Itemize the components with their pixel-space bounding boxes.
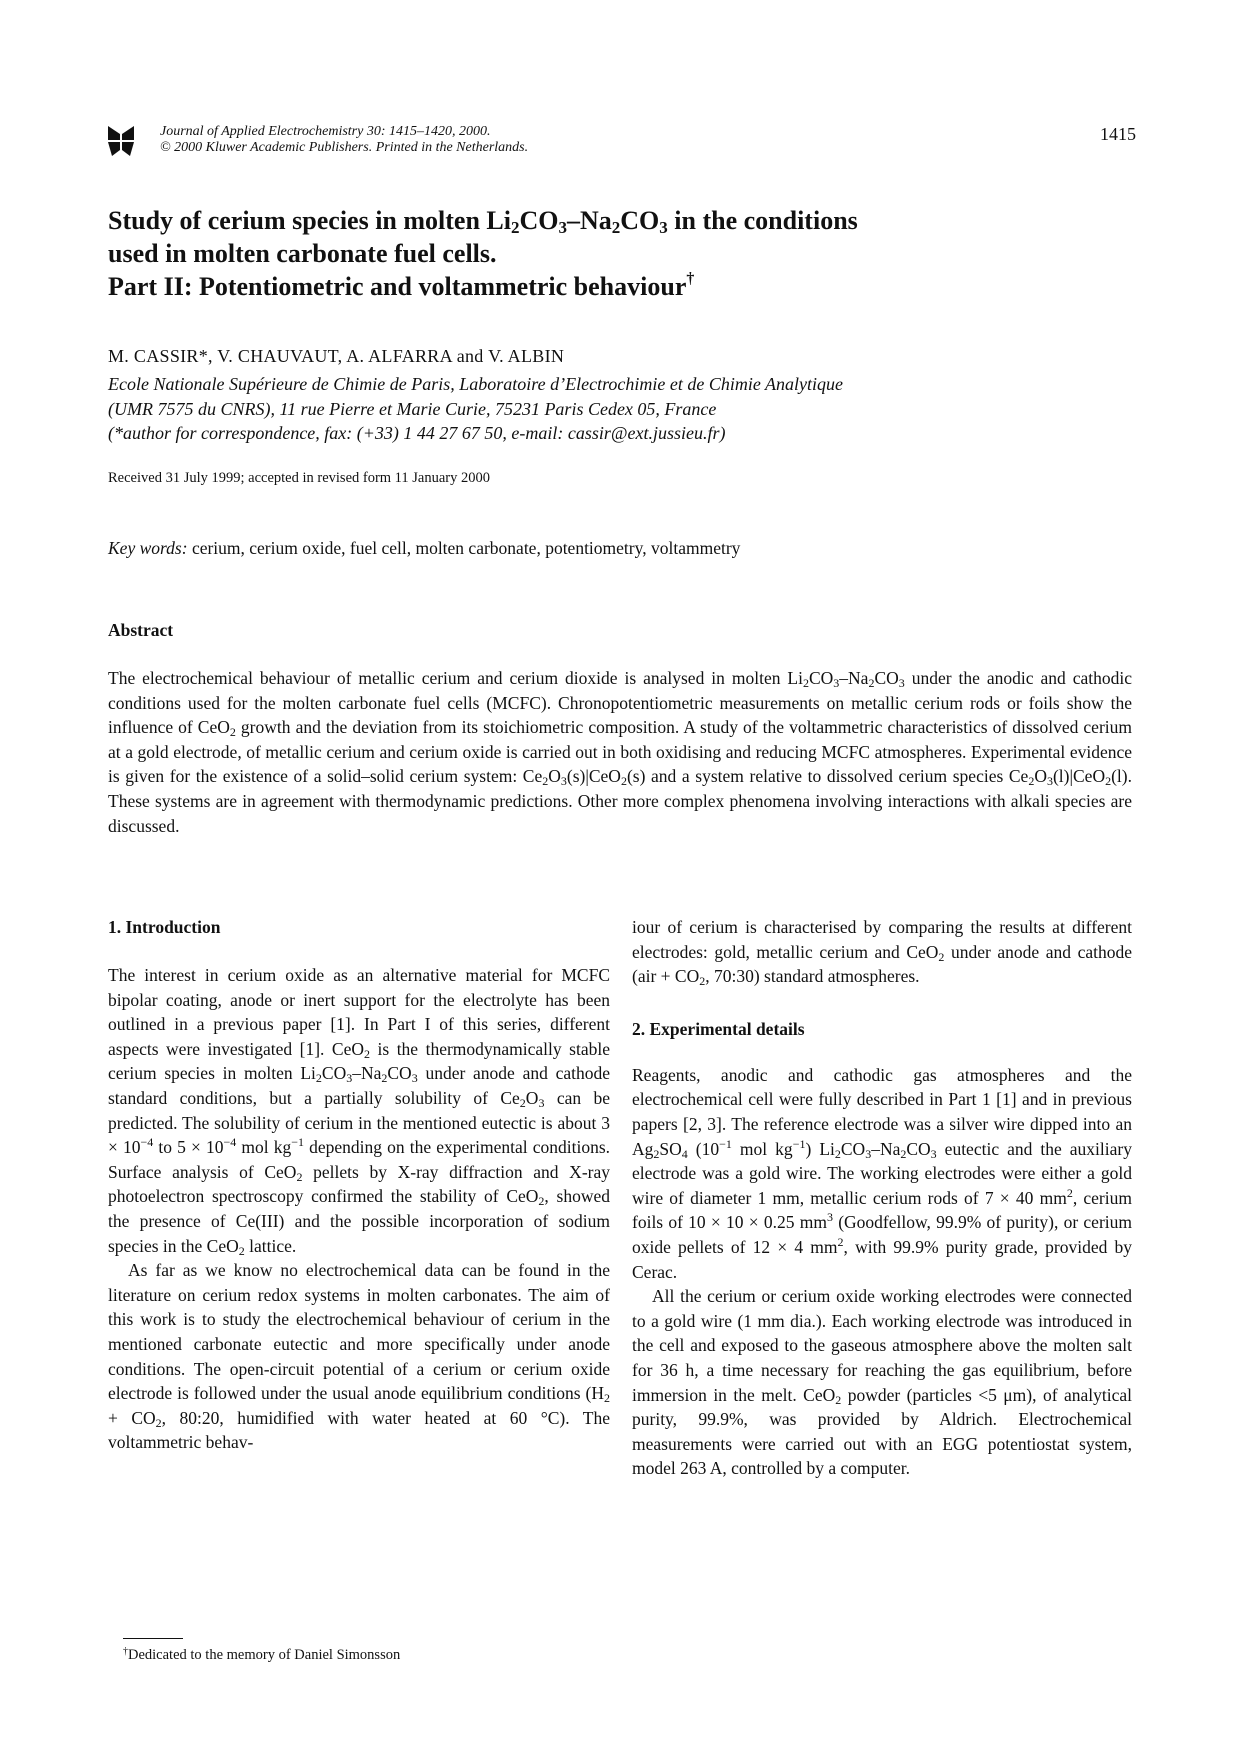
journal-citation: Journal of Applied Electrochemistry 30: 1415–1420, 2000. bbox=[160, 124, 491, 139]
article-title bbox=[108, 204, 1128, 303]
introduction-heading: 1. Introduction bbox=[108, 917, 221, 937]
introduction-paragraph-2: As far as we know no electrochemical data can be found in the literature on cerium redox systems in molten carbonates. The aim of this work is to study the electrochemical behaviour of cerium in the mentioned carbonate eutectic and more specifically under anode conditions. The open-circuit potential of a cerium or cerium oxide electrode is followed under the usual anode equilibrium conditions ($H_2 + CO_2$, 80:20, humidified with water heated at 60 °C). The voltammetric behav- bbox=[108, 1260, 610, 1453]
footnote-rule bbox=[123, 1638, 183, 1639]
abstract-text: The electrochemical behaviour of metallic cerium and cerium dioxide is analysed in molten $Li_2CO_3-Na_2CO_3$ under the anodic and cathodic conditions used for the molten carbonate fuel cells (MCFC). Chronopotentiometric measurements on metallic cerium rods or foils show the influence of CeO$_2$ growth and the deviation from its stoichiometric composition. A study of the voltammetric characteristics of dissolved cerium at a gold electrode, of metallic cerium and cerium oxide is carried out in both oxidising and reducing MCFC atmospheres. Experimental evidence is given for the existence of a solid–solid cerium system: $Ce_2O_3(s)|CeO_2(s)$ and a system relative to dissolved cerium species $Ce_2O_3(l)|CeO_2(l)$. These systems are in agreement with thermodynamic predictions. Other more complex phenomena involving interactions with alkali species are discussed. bbox=[108, 668, 1132, 836]
title-line-2: used in molten carbonate fuel cells. bbox=[108, 239, 497, 268]
authors: M. CASSIR*, V. CHAUVAUT, A. ALFARRA and V. ALBIN bbox=[108, 346, 565, 366]
title-line-3: Part II: Potentiometric and voltammetric behaviour† bbox=[108, 270, 695, 301]
footnote: †Dedicated to the memory of Daniel Simonsson bbox=[123, 1646, 401, 1663]
experimental-heading: 2. Experimental details bbox=[632, 1018, 805, 1039]
introduction-paragraph-3: iour of cerium is characterised by comparing the results at different electrodes: gold, metallic cerium and CeO$_2$ under anode and cathode ($air + CO_2$, 70:30) standard atmospheres. bbox=[632, 917, 1133, 989]
journal-header bbox=[106, 118, 1136, 162]
column-right bbox=[632, 915, 1132, 1481]
keywords: Key words: cerium, cerium oxide, fuel cell, molten carbonate, potentiometry, voltammetry bbox=[108, 538, 741, 558]
affiliation: Ecole Nationale Supérieure de Chimie de Paris, Laboratoire d’Electrochimie et de Chimie Analytique (UMR 7575 du CNRS), 11 rue Pierre et Marie Curie, 75231 Paris Cedex 05, France (*author for correspondence, fax: (+33) 1 44 27 67 50, e-mail: cassir@ext.jussieu.fr) bbox=[108, 374, 844, 443]
page-number: 1415 bbox=[1100, 124, 1136, 144]
dagger-mark: † bbox=[686, 270, 695, 287]
received-dates: Received 31 July 1999; accepted in revised form 11 January 2000 bbox=[108, 470, 490, 486]
publisher-logo-icon bbox=[106, 124, 136, 158]
introduction-paragraph-1: The interest in cerium oxide as an alternative material for MCFC bipolar coating, anode or inert support for the electrolyte has been outlined in a previous paper [1]. In Part I of this series, different aspects were investigated [1]. CeO$_2$ is the thermodynamically stable cerium species in molten $Li_2CO_3-Na_2CO_3$ under anode and cathode standard conditions, but a partially solubility of $Ce_2O_3$ can be predicted. The solubility of cerium in the mentioned eutectic is about $3 \times 10^{-4}$ to $5 \times 10^{-4}$ mol $kg^{-1}$ depending on the experimental conditions. Surface analysis of CeO$_2$ pellets by X-ray diffraction and X-ray photoelectron spectroscopy confirmed the stability of CeO$_2$, showed the presence of Ce(III) and the possible incorporation of sodium species in the CeO$_2$ lattice. bbox=[108, 965, 611, 1258]
experimental-paragraph-2: All the cerium or cerium oxide working electrodes were connected to a gold wire (1 mm dia.). Each working electrode was introduced in the cell and exposed to the gaseous atmosphere above the molten salt for 36 h, a time necessary for reaching the gas equilibrium, before immersion in the melt. CeO$_2$ powder (particles <5 μm), of analytical purity, 99.9%, was provided by Aldrich. Electrochemical measurements were carried out with an EGG potentiostat system, model 263 A, controlled by a computer. bbox=[632, 1286, 1133, 1479]
copyright-line: © 2000 Kluwer Academic Publishers. Printed in the Netherlands. bbox=[160, 140, 529, 155]
experimental-paragraph-1: Reagents, anodic and cathodic gas atmospheres and the electrochemical cell were fully described in Part 1 [1] and in previous papers [2, 3]. The reference electrode was a silver wire dipped into an $Ag_2SO_4$ ($10^{-1}$ mol $kg^{-1}$) $Li_2CO_3-Na_2CO_3$ eutectic and the auxiliary electrode was a gold wire. The working electrodes were either a gold wire of diameter 1 mm, metallic cerium rods of 7 × 40 $mm^2$, cerium foils of 10 × 10 × 0.25 $mm^3$ (Goodfellow, 99.9% of purity), or cerium oxide pellets of 12 × 4 $mm^2$, with 99.9% purity grade, provided by Cerac. bbox=[632, 1064, 1133, 1282]
title-line-1: Study of cerium species in molten $Li_2CO_3-Na_2CO_3$ in the conditions bbox=[108, 206, 858, 237]
abstract-heading: Abstract bbox=[108, 620, 174, 640]
column-left bbox=[108, 915, 610, 1455]
